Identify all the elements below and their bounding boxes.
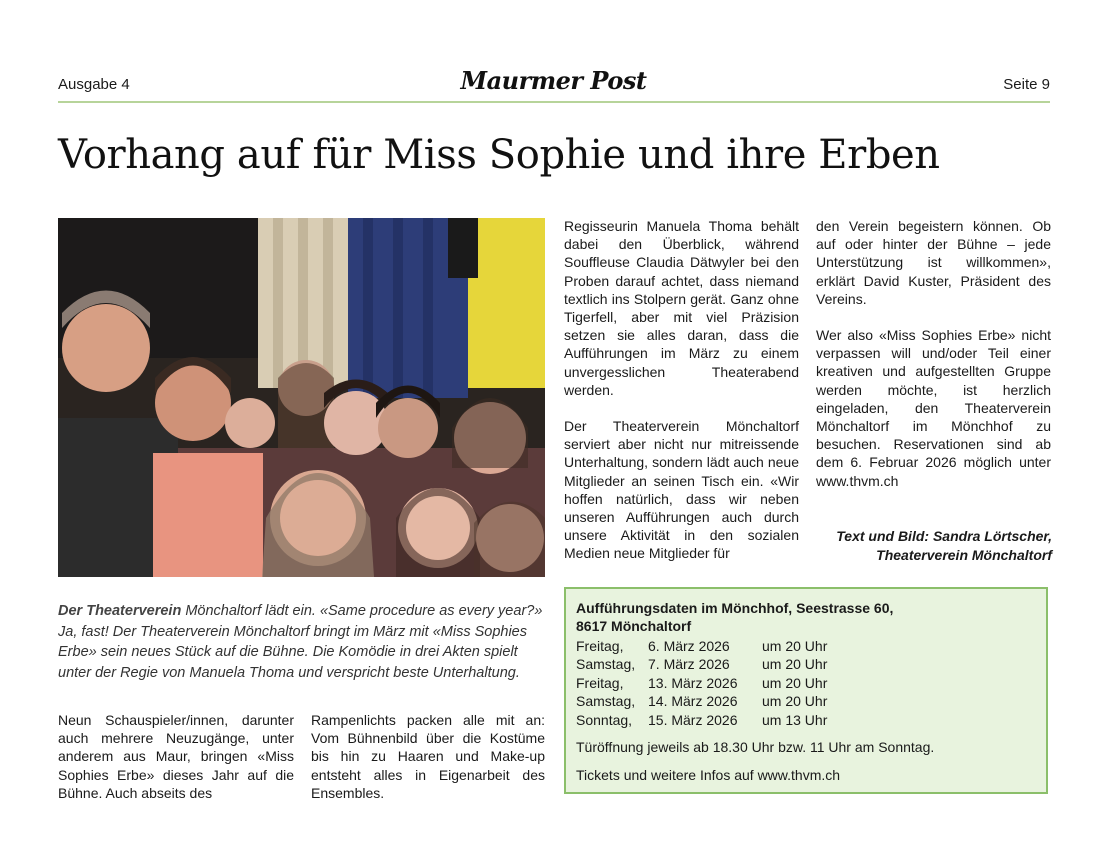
schedule-time: um 13 Uhr — [762, 711, 828, 728]
schedule-date: 7. März 2026 — [648, 656, 730, 673]
schedule-date: 6. März 2026 — [648, 638, 730, 654]
body-paragraph: Der Theaterverein Mönchaltorf serviert aber nicht nur mitreissende Unterhaltung, sondern lädt auch neue Mitglieder an seinen Tisch ein. «Wir hoffen natürlich, dass wir neben unseren Aufführungen auch durch unsere Aktivität in den sozialen Medien neue Mitglieder für — [564, 418, 799, 562]
schedule-row — [576, 711, 1036, 729]
issue-label: Ausgabe 4 — [58, 76, 130, 93]
body-column-4 — [816, 217, 1051, 508]
schedule-date: 13. März 2026 — [648, 674, 738, 691]
schedule-time: um 20 Uhr — [762, 693, 828, 710]
page-number: Seite 9 — [1003, 76, 1050, 93]
schedule-row — [576, 674, 1036, 692]
lead-paragraph — [58, 601, 545, 683]
schedule-time: um 20 Uhr — [762, 674, 828, 691]
body-column-1 — [58, 711, 294, 820]
article-headline: Vorhang auf für Miss Sophie und ihre Erben — [58, 132, 940, 178]
schedule-day: Samstag, — [576, 656, 636, 673]
schedule-date: 14. März 2026 — [648, 693, 738, 710]
schedule-day: Sonntag, — [576, 711, 633, 728]
tickets-info: Tickets und weitere Infos auf www.thvm.ch — [576, 767, 841, 784]
schedule-list — [576, 637, 1036, 729]
header-rule — [58, 101, 1050, 103]
schedule-time: um 20 Uhr — [762, 638, 828, 654]
schedule-row — [576, 637, 1036, 655]
credit-line-1: Text und Bild: Sandra Lörtscher, — [836, 528, 1052, 544]
lead-text: Mönchaltorf lädt ein. «Same procedure as every year?» Ja, fast! Der Theaterverein Mönchaltorf bringt im März mit «Miss Sophies Erbe» sein neues Stück auf die Bühne. Die Komödie in drei Akten spielt unter der Regie von Manuela Thoma und verspricht beste Unterhaltung. — [58, 603, 543, 681]
schedule-day: Samstag, — [576, 693, 636, 710]
schedule-day: Freitag, — [576, 638, 624, 654]
schedule-row — [576, 692, 1036, 710]
performance-info-box — [564, 587, 1048, 794]
lead-kicker: Der Theaterverein — [58, 603, 182, 619]
masthead-logo: Maurmer Post — [460, 66, 647, 95]
info-box-title-line-1: Aufführungsdaten im Mönchhof, Seestrasse 60, — [576, 600, 894, 616]
body-paragraph: Rampenlichts packen alle mit an: Vom Bühnenbild über die Kostüme bis hin zu Haaren und Make-up entsteht alles in Eigenarbeit des Ensembles. — [311, 712, 545, 801]
schedule-row — [576, 655, 1036, 673]
body-paragraph: den Verein begeistern können. Ob auf oder hinter der Bühne – jede Unterstützung ist willkommen», erklärt David Kuster, Präsident des Vereins. — [816, 218, 1051, 307]
body-paragraph: Wer also «Miss Sophies Erbe» nicht verpassen will und/oder Teil einer kreativen und aufgestellten Gruppe werden möchte, ist herzlich eingeladen, den Theaterverein Mönchaltorf im Mönchhof zu besuchen. Reservationen sind ab dem 6. Februar 2026 möglich unter www.thvm.ch — [816, 327, 1051, 489]
schedule-day: Freitag, — [576, 674, 624, 691]
ensemble-photo — [58, 218, 545, 577]
credit-line-2: Theaterverein Mönchaltorf — [876, 547, 1052, 563]
body-column-2 — [311, 711, 545, 820]
body-paragraph: Neun Schauspieler/innen, darunter auch mehrere Neuzugänge, unter anderem aus Maur, bringen «Miss Sophies Erbe» dieses Jahr auf die Bühne. Auch abseits des — [58, 712, 294, 801]
info-box-title — [576, 599, 1036, 635]
doors-info: Türöffnung jeweils ab 18.30 Uhr bzw. 11 Uhr am Sonntag. — [576, 739, 935, 756]
body-column-3 — [564, 217, 799, 581]
author-credit — [816, 527, 1052, 565]
body-paragraph: Regisseurin Manuela Thoma behält dabei den Überblick, während Souffleuse Claudia Dätwyler bei den Proben darauf achtet, dass niemand textlich ins Stolpern gerät. Ganz ohne Tigerfell, aber mit viel Präzision setzen sie alles daran, dass die Aufführungen im März zu einem unvergesslichen Theaterabend werden. — [564, 218, 799, 398]
schedule-date: 15. März 2026 — [648, 711, 738, 728]
info-box-title-line-2: 8617 Mönchaltorf — [576, 618, 692, 634]
schedule-time: um 20 Uhr — [762, 656, 828, 673]
